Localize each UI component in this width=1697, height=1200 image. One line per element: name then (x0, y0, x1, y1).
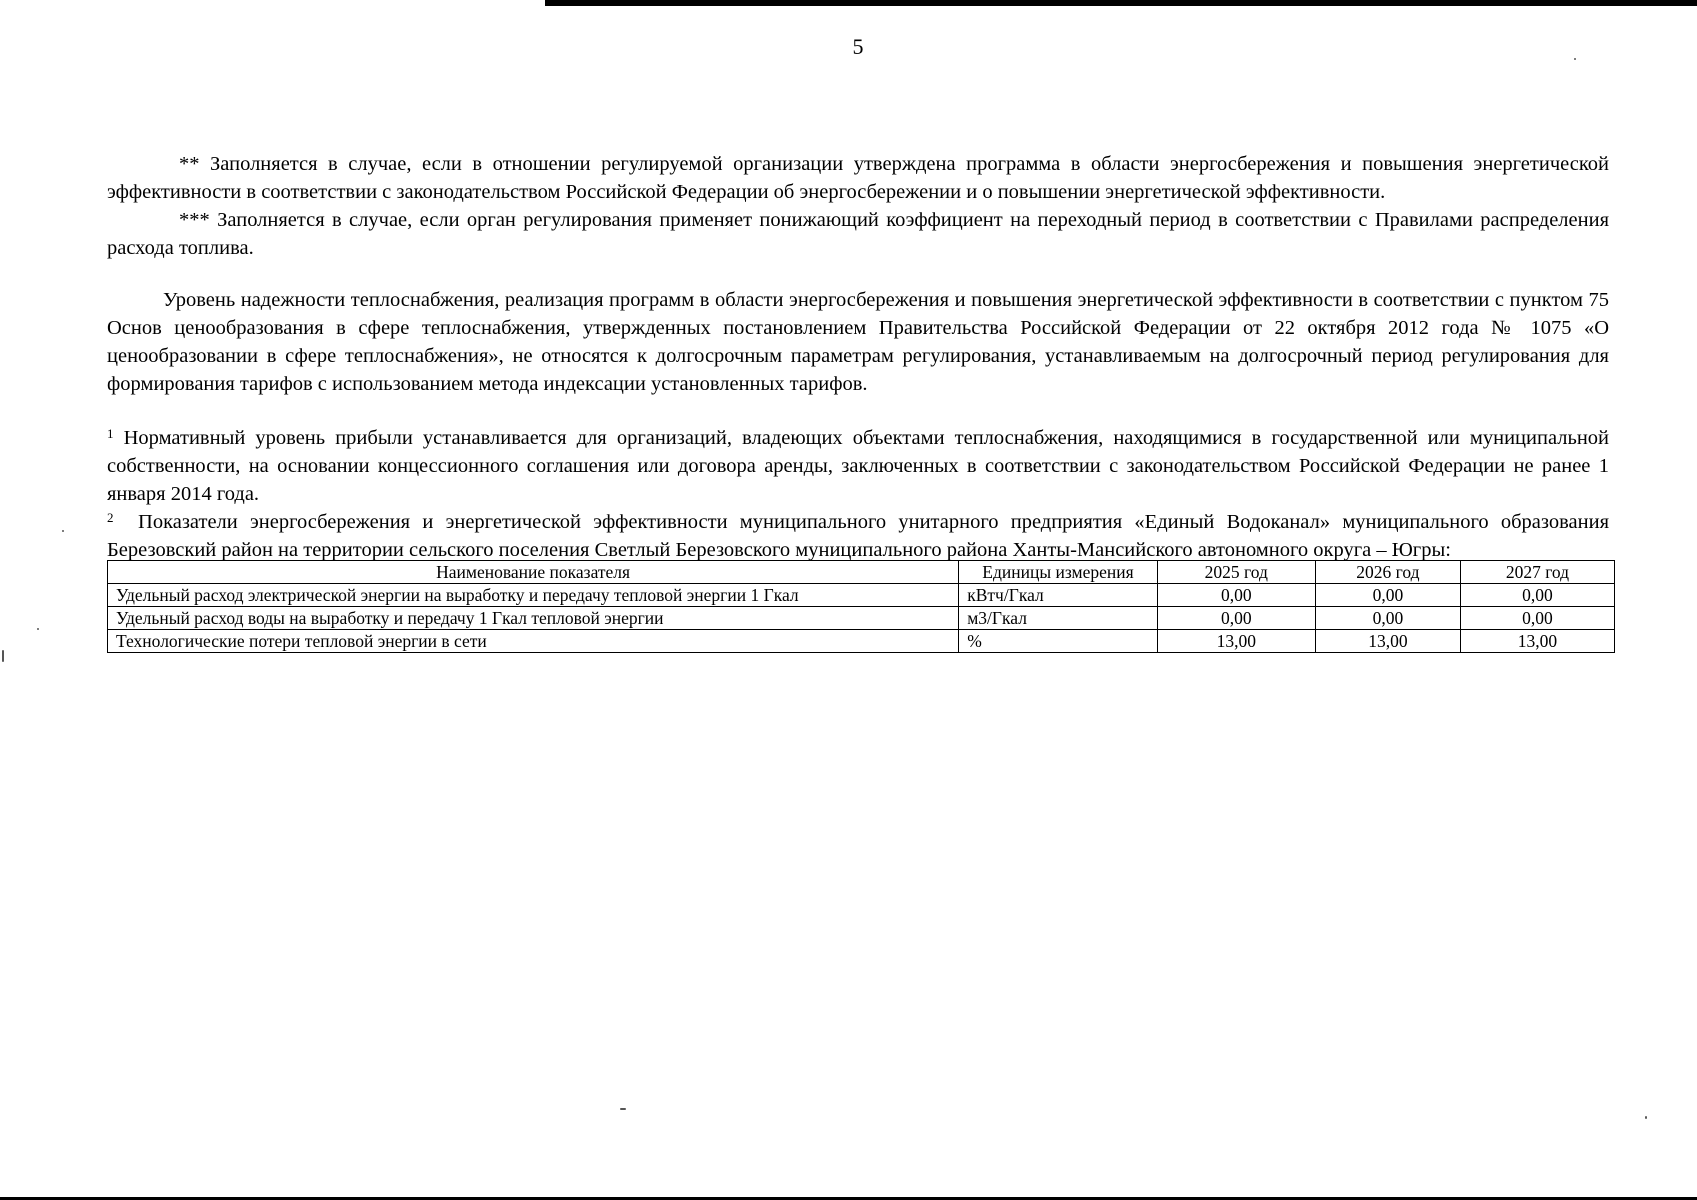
footnote-2-text: Показатели энергосбережения и энергетической эффективности муниципального унитарного предприятия «Единый Водоканал» муниципального образования Березовский район на территории сельского поселения Светлый Березовского муниципального района Ханты-Мансийского автономного округа – Югры: (107, 511, 1610, 561)
header-indicator-name: Наименование показателя (108, 561, 959, 584)
document-body (107, 150, 1609, 653)
table-row (108, 630, 1615, 653)
value-2026: 13,00 (1315, 630, 1460, 653)
scan-speck (37, 628, 39, 630)
indicator-unit: м3/Гкал (959, 607, 1157, 630)
scan-speck (2, 650, 4, 662)
scan-speck (1645, 1116, 1647, 1119)
energy-efficiency-table (107, 560, 1615, 653)
value-2027: 0,00 (1460, 584, 1614, 607)
header-year-2027: 2027 год (1460, 561, 1614, 584)
value-2026: 0,00 (1315, 584, 1460, 607)
header-year-2025: 2025 год (1157, 561, 1315, 584)
footnote-2-mark: 2 (107, 510, 114, 525)
value-2027: 0,00 (1460, 607, 1614, 630)
indicator-name: Удельный расход воды на выработку и передачу 1 Гкал тепловой энергии (108, 607, 959, 630)
reliability-paragraph: Уровень надежности теплоснабжения, реализация программ в области энергосбережения и повышения энергетической эффективности в соответствии с пунктом 75 Основ ценообразования в сфере теплоснабжения, утвержденных постановлением Правительства Российской Федерации от 22 октября 2012 года № 1075 «О ценообразовании в сфере теплоснабжения», не относятся к долгосрочным параметрам регулирования, устанавливаемым на долгосрочный период регулирования для формирования тарифов с использованием метода индексации установленных тарифов. (107, 289, 1609, 395)
value-2027: 13,00 (1460, 630, 1614, 653)
note-double-star: ** Заполняется в случае, если в отношении регулируемой организации утверждена программа в области энергосбережения и повышения энергетической эффективности в соответствии с законодательством Российской Федерации об энергосбережении и о повышении энергетической эффективности. (107, 153, 1609, 203)
value-2025: 0,00 (1157, 607, 1315, 630)
indicator-name: Технологические потери тепловой энергии в сети (108, 630, 959, 653)
value-2025: 13,00 (1157, 630, 1315, 653)
header-unit: Единицы измерения (959, 561, 1157, 584)
footnote-1-text: Нормативный уровень прибыли устанавливается для организаций, владеющих объектами теплоснабжения, находящимися в государственной или муниципальной собственности, на основании концессионного соглашения или договора аренды, заключенных в соответствии с законодательством Российской Федерации не ранее 1 января 2014 года. (107, 427, 1610, 505)
scan-top-edge-bar (545, 0, 1697, 6)
scan-speck (1574, 58, 1576, 60)
indicator-unit: кВтч/Гкал (959, 584, 1157, 607)
table-row (108, 584, 1615, 607)
footnote-1 (107, 424, 1609, 508)
indicator-unit: % (959, 630, 1157, 653)
footnote-2 (107, 508, 1609, 564)
indicator-name: Удельный расход электрической энергии на выработку и передачу тепловой энергии 1 Гкал (108, 584, 959, 607)
scan-speck (62, 530, 64, 532)
scan-speck (620, 1108, 626, 1110)
value-2025: 0,00 (1157, 584, 1315, 607)
note-triple-star: *** Заполняется в случае, если орган регулирования применяет понижающий коэффициент на переходный период в соответствии с Правилами распределения расхода топлива. (107, 209, 1609, 259)
value-2026: 0,00 (1315, 607, 1460, 630)
table-row (108, 607, 1615, 630)
footnote-1-mark: 1 (107, 426, 114, 441)
page-number: 5 (852, 34, 864, 59)
header-year-2026: 2026 год (1315, 561, 1460, 584)
